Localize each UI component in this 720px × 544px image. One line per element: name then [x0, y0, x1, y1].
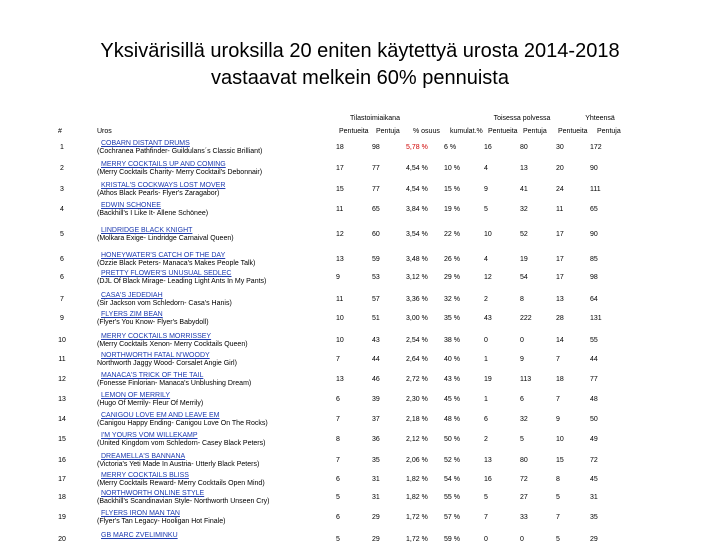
osuus-cell: 2,18 % — [406, 416, 428, 423]
rank-cell: 3 — [60, 186, 64, 193]
rank-cell: 9 — [60, 315, 64, 322]
osuus-cell: 2,12 % — [406, 436, 428, 443]
pentuja1-cell: 77 — [372, 186, 380, 193]
pentuja3-cell: 90 — [590, 231, 598, 238]
pentuja3-cell: 90 — [590, 165, 598, 172]
rank-cell: 2 — [60, 165, 64, 172]
pentueita3-cell: 13 — [556, 296, 564, 303]
pentuja1-cell: 44 — [372, 356, 380, 363]
kumulat-cell: 10 % — [444, 165, 460, 172]
pentueita2-cell: 12 — [484, 274, 492, 281]
pentueita1-cell: 18 — [336, 144, 344, 151]
slide-title — [0, 38, 720, 92]
kumulat-cell: 26 % — [444, 256, 460, 263]
stud-parents: (Flyer's Tan Legacy- Hooligan Hot Finale) — [97, 518, 226, 525]
pentuja3-cell: 48 — [590, 396, 598, 403]
pentueita3-cell: 5 — [556, 536, 560, 543]
pentuja2-cell: 19 — [520, 256, 528, 263]
kumulat-cell: 55 % — [444, 494, 460, 501]
stud-parents: (Athos Black Pearls- Flyer's Zaragabor) — [97, 190, 220, 197]
stud-parents: (Backhill's Scandinavian Style- Northworth Unseen Cry) — [97, 498, 270, 505]
stud-parents: (Fonesse Finlorian- Manaca's Unblushing Dream) — [97, 380, 252, 387]
pentuja3-cell: 172 — [590, 144, 602, 151]
col-header-uros: Uros — [97, 128, 112, 135]
pentueita3-cell: 15 — [556, 457, 564, 464]
kumulat-cell: 32 % — [444, 296, 460, 303]
pentuja1-cell: 35 — [372, 457, 380, 464]
pentueita2-cell: 1 — [484, 356, 488, 363]
pentueita1-cell: 7 — [336, 457, 340, 464]
pentuja3-cell: 131 — [590, 315, 602, 322]
pentueita2-cell: 19 — [484, 376, 492, 383]
pentuja3-cell: 72 — [590, 457, 598, 464]
pentuja2-cell: 54 — [520, 274, 528, 281]
osuus-cell: 2,72 % — [406, 376, 428, 383]
stud-parents: (Hugo Of Merrily- Fleur Of Merrily) — [97, 400, 204, 407]
pentueita1-cell: 6 — [336, 476, 340, 483]
pentuja2-cell: 27 — [520, 494, 528, 501]
stud-name-link[interactable]: FLYERS ZIM BEAN — [101, 311, 163, 318]
kumulat-cell: 54 % — [444, 476, 460, 483]
rank-cell: 13 — [58, 396, 66, 403]
pentueita2-cell: 6 — [484, 416, 488, 423]
stud-parents: (Cochranea Pathfinder- Guildulans´s Classic Brilliant) — [97, 148, 263, 155]
pentuja2-cell: 9 — [520, 356, 524, 363]
pentuja1-cell: 31 — [372, 494, 380, 501]
rank-cell: 4 — [60, 206, 64, 213]
pentuja1-cell: 39 — [372, 396, 380, 403]
pentueita1-cell: 17 — [336, 165, 344, 172]
stud-name-link[interactable]: DREAMELLA'S BANNANA — [101, 453, 186, 460]
pentuja1-cell: 29 — [372, 514, 380, 521]
pentueita3-cell: 9 — [556, 416, 560, 423]
pentueita1-cell: 7 — [336, 356, 340, 363]
pentuja1-cell: 51 — [372, 315, 380, 322]
pentueita2-cell: 16 — [484, 144, 492, 151]
pentuja2-cell: 72 — [520, 476, 528, 483]
pentueita2-cell: 7 — [484, 514, 488, 521]
rank-cell: 5 — [60, 231, 64, 238]
rank-cell: 20 — [58, 536, 66, 543]
osuus-cell: 3,00 % — [406, 315, 428, 322]
stud-name-link[interactable]: I'M YOURS VOM WILLEKAMP — [101, 432, 198, 439]
pentuja2-cell: 32 — [520, 416, 528, 423]
kumulat-cell: 29 % — [444, 274, 460, 281]
pentueita2-cell: 13 — [484, 457, 492, 464]
stud-parents: (Backhill's I Like It- Allene Schönee) — [97, 210, 209, 217]
kumulat-cell: 22 % — [444, 231, 460, 238]
rank-cell: 15 — [58, 436, 66, 443]
pentueita3-cell: 17 — [556, 256, 564, 263]
col-header-rank: # — [58, 128, 62, 135]
pentueita3-cell: 28 — [556, 315, 564, 322]
pentueita1-cell: 5 — [336, 536, 340, 543]
kumulat-cell: 52 % — [444, 457, 460, 464]
osuus-cell: 1,82 % — [406, 476, 428, 483]
stud-parents: (Merry Cocktails Reward- Merry Cocktails Open Mind) — [97, 480, 265, 487]
pentueita1-cell: 8 — [336, 436, 340, 443]
pentuja1-cell: 60 — [372, 231, 380, 238]
pentuja3-cell: 85 — [590, 256, 598, 263]
col-header-pentuja-2: Pentuja — [523, 128, 547, 135]
col-header-pentuja-3: Pentuja — [597, 128, 621, 135]
pentueita3-cell: 7 — [556, 396, 560, 403]
osuus-cell: 2,54 % — [406, 337, 428, 344]
pentueita1-cell: 11 — [336, 296, 344, 303]
stud-name-link[interactable]: FLYERS IRON MAN TAN — [101, 510, 180, 517]
rank-cell: 12 — [58, 376, 66, 383]
osuus-cell: 3,12 % — [406, 274, 428, 281]
osuus-cell: 3,84 % — [406, 206, 428, 213]
pentueita3-cell: 10 — [556, 436, 564, 443]
osuus-cell: 1,72 % — [406, 536, 428, 543]
pentueita1-cell: 9 — [336, 274, 340, 281]
pentueita1-cell: 5 — [336, 494, 340, 501]
pentuja3-cell: 44 — [590, 356, 598, 363]
osuus-cell: 5,78 % — [406, 144, 428, 151]
osuus-cell: 2,06 % — [406, 457, 428, 464]
pentueita2-cell: 2 — [484, 296, 488, 303]
pentueita2-cell: 5 — [484, 494, 488, 501]
col-header-pentueita-2: Pentueita — [488, 128, 518, 135]
stud-name-link[interactable]: MERRY COCKTAILS UP AND COMING — [101, 161, 226, 168]
osuus-cell: 2,30 % — [406, 396, 428, 403]
pentuja3-cell: 45 — [590, 476, 598, 483]
osuus-cell: 3,36 % — [406, 296, 428, 303]
stud-name-link[interactable]: EDWIN SCHONEE — [101, 202, 161, 209]
pentueita2-cell: 5 — [484, 206, 488, 213]
osuus-cell: 3,48 % — [406, 256, 428, 263]
stud-name-link[interactable]: CASA'S JEDEDIAH — [101, 292, 163, 299]
pentueita2-cell: 9 — [484, 186, 488, 193]
stud-name-link[interactable]: MANACA'S TRICK OF THE TAIL — [101, 372, 204, 379]
pentuja3-cell: 49 — [590, 436, 598, 443]
stud-parents: (Ozzie Black Peters- Manaca's Makes People Talk) — [97, 260, 256, 267]
kumulat-cell: 59 % — [444, 536, 460, 543]
pentuja3-cell: 65 — [590, 206, 598, 213]
kumulat-cell: 38 % — [444, 337, 460, 344]
pentueita2-cell: 0 — [484, 536, 488, 543]
rank-cell: 17 — [58, 476, 66, 483]
pentueita2-cell: 1 — [484, 396, 488, 403]
pentuja3-cell: 77 — [590, 376, 598, 383]
pentuja2-cell: 222 — [520, 315, 532, 322]
pentueita2-cell: 10 — [484, 231, 492, 238]
kumulat-cell: 35 % — [444, 315, 460, 322]
pentuja1-cell: 36 — [372, 436, 380, 443]
col-header-pentuja-1: Pentuja — [376, 128, 400, 135]
pentueita3-cell: 7 — [556, 356, 560, 363]
kumulat-cell: 45 % — [444, 396, 460, 403]
kumulat-cell: 6 % — [444, 144, 457, 151]
pentuja1-cell: 31 — [372, 476, 380, 483]
pentuja3-cell: 111 — [590, 186, 601, 193]
pentuja1-cell: 77 — [372, 165, 380, 172]
stud-name-link[interactable]: HONEYWATER'S CATCH OF THE DAY — [101, 252, 226, 259]
pentueita1-cell: 10 — [336, 337, 344, 344]
stud-name-link[interactable]: NORTHWORTH FATAL N'WOODY — [101, 352, 210, 359]
pentueita2-cell: 4 — [484, 256, 488, 263]
pentuja3-cell: 35 — [590, 514, 598, 521]
col-header-kumulat: kumulat.% — [450, 128, 483, 135]
pentuja1-cell: 57 — [372, 296, 380, 303]
osuus-cell: 1,82 % — [406, 494, 428, 501]
pentueita1-cell: 12 — [336, 231, 344, 238]
pentueita3-cell: 5 — [556, 494, 560, 501]
kumulat-cell: 50 % — [444, 436, 460, 443]
pentueita1-cell: 15 — [336, 186, 344, 193]
pentueita3-cell: 17 — [556, 231, 564, 238]
stud-name-link[interactable]: CANIGOU LOVE EM AND LEAVE EM — [101, 412, 220, 419]
col-header-osuus: % osuus — [413, 128, 440, 135]
rank-cell: 7 — [60, 296, 64, 303]
stud-name-link[interactable]: KRISTAL'S COCKWAYS LOST MOVER — [101, 182, 226, 189]
pentuja3-cell: 98 — [590, 274, 598, 281]
rank-cell: 16 — [58, 457, 66, 464]
col-header-pentueita-1: Pentueita — [339, 128, 369, 135]
pentuja3-cell: 55 — [590, 337, 598, 344]
osuus-cell: 1,72 % — [406, 514, 428, 521]
pentuja2-cell: 80 — [520, 457, 528, 464]
pentuja3-cell: 64 — [590, 296, 598, 303]
stud-parents: (DJL Of Black Mirage- Leading Light Ants In My Pants) — [97, 278, 267, 285]
pentueita2-cell: 4 — [484, 165, 488, 172]
kumulat-cell: 57 % — [444, 514, 460, 521]
pentueita3-cell: 8 — [556, 476, 560, 483]
pentueita1-cell: 13 — [336, 376, 344, 383]
pentueita3-cell: 11 — [556, 206, 564, 213]
pentuja2-cell: 41 — [520, 186, 528, 193]
pentueita3-cell: 18 — [556, 376, 564, 383]
group-header-yhteensa: Yhteensä — [585, 115, 615, 122]
rank-cell: 11 — [58, 356, 66, 363]
stud-parents: (Molkara Exige- Lindridge Carnaival Queen) — [97, 235, 234, 242]
pentuja2-cell: 0 — [520, 337, 524, 344]
stud-parents: (Victoria's Yeti Made In Austria- Utterly Black Peters) — [97, 461, 260, 468]
pentueita2-cell: 2 — [484, 436, 488, 443]
pentuja3-cell: 31 — [590, 494, 598, 501]
kumulat-cell: 19 % — [444, 206, 460, 213]
pentueita2-cell: 16 — [484, 476, 492, 483]
stud-name-link[interactable]: MERRY COCKTAILS MORRISSEY — [101, 333, 212, 340]
osuus-cell: 2,64 % — [406, 356, 428, 363]
rank-cell: 19 — [58, 514, 66, 521]
kumulat-cell: 40 % — [444, 356, 460, 363]
rank-cell: 10 — [58, 337, 66, 344]
stud-name-link[interactable]: PRETTY FLOWER'S UNUSUAL SEDLEC — [101, 270, 232, 277]
pentuja3-cell: 50 — [590, 416, 598, 423]
pentueita1-cell: 11 — [336, 206, 344, 213]
pentuja1-cell: 53 — [372, 274, 380, 281]
pentueita3-cell: 30 — [556, 144, 564, 151]
stud-name-link[interactable]: NORTHWORTH ONLINE STYLE — [101, 490, 205, 497]
pentueita3-cell: 20 — [556, 165, 564, 172]
pentuja1-cell: 59 — [372, 256, 380, 263]
kumulat-cell: 43 % — [444, 376, 460, 383]
stud-name-link[interactable]: MERRY COCKTAILS BLISS — [101, 472, 189, 479]
stud-name-link[interactable]: LINDRIDGE BLACK KNIGHT — [101, 227, 193, 234]
rank-cell: 1 — [60, 144, 64, 151]
rank-cell: 18 — [58, 494, 66, 501]
pentueita3-cell: 14 — [556, 337, 564, 344]
rank-cell: 14 — [58, 416, 66, 423]
slide-title-line-2: vastaavat melkein 60% pennuista — [211, 67, 509, 89]
stud-name-link[interactable]: GB MARC ZVELIMINKU — [101, 532, 178, 539]
pentuja1-cell: 29 — [372, 536, 380, 543]
pentueita1-cell: 6 — [336, 396, 340, 403]
stud-parents: (Canigou Happy Ending- Canigou Love On The Rocks) — [97, 420, 268, 427]
pentuja2-cell: 6 — [520, 396, 524, 403]
pentuja2-cell: 52 — [520, 231, 528, 238]
osuus-cell: 4,54 % — [406, 165, 428, 172]
stud-parents: (Merry Cocktails Xenon- Merry Cocktails Queen) — [97, 341, 248, 348]
pentueita1-cell: 13 — [336, 256, 344, 263]
pentuja2-cell: 33 — [520, 514, 528, 521]
pentueita2-cell: 0 — [484, 337, 488, 344]
slide-title-line-1: Yksivärisillä uroksilla 20 eniten käytettyä urosta 2014-2018 — [100, 40, 620, 62]
rank-cell: 6 — [60, 256, 64, 263]
pentuja1-cell: 65 — [372, 206, 380, 213]
group-header-tilastoimiaikana: Tilastoimiaikana — [350, 115, 400, 122]
pentuja2-cell: 13 — [520, 165, 528, 172]
pentuja3-cell: 29 — [590, 536, 598, 543]
group-header-toisessa-polvessa: Toisessa polvessa — [493, 115, 551, 122]
stud-parents: (United Kingdom vom Schledorn- Casey Black Peters) — [97, 440, 266, 447]
pentuja2-cell: 0 — [520, 536, 524, 543]
pentuja1-cell: 37 — [372, 416, 380, 423]
pentuja2-cell: 5 — [520, 436, 524, 443]
rank-cell: 6 — [60, 274, 64, 281]
stud-parents: (Sir Jackson vom Schledorn- Casa's Hanis) — [97, 300, 232, 307]
col-header-pentueita-3: Pentueita — [558, 128, 588, 135]
pentuja2-cell: 32 — [520, 206, 528, 213]
pentuja2-cell: 8 — [520, 296, 524, 303]
pentuja1-cell: 46 — [372, 376, 380, 383]
pentueita1-cell: 10 — [336, 315, 344, 322]
kumulat-cell: 48 % — [444, 416, 460, 423]
osuus-cell: 4,54 % — [406, 186, 428, 193]
pentueita1-cell: 6 — [336, 514, 340, 521]
kumulat-cell: 15 % — [444, 186, 460, 193]
pentuja1-cell: 98 — [372, 144, 380, 151]
pentueita3-cell: 24 — [556, 186, 564, 193]
pentuja2-cell: 113 — [520, 376, 532, 383]
pentuja1-cell: 43 — [372, 337, 380, 344]
pentueita2-cell: 43 — [484, 315, 492, 322]
pentueita3-cell: 7 — [556, 514, 560, 521]
stud-parents: (Merry Cocktails Charity- Merry Cocktail's Debonnair) — [97, 169, 263, 176]
stud-parents: Northworth Jaggy Wood- Corsalet Angie Girl) — [97, 360, 237, 367]
osuus-cell: 3,54 % — [406, 231, 428, 238]
stud-name-link[interactable]: LEMON OF MERRILY — [101, 392, 171, 399]
pentueita3-cell: 17 — [556, 274, 564, 281]
pentueita1-cell: 7 — [336, 416, 340, 423]
stud-parents: (Flyer's You Know- Flyer's Babydoll) — [97, 319, 209, 326]
pentuja2-cell: 80 — [520, 144, 528, 151]
stud-name-link[interactable]: COBARN DISTANT DRUMS — [101, 140, 190, 147]
